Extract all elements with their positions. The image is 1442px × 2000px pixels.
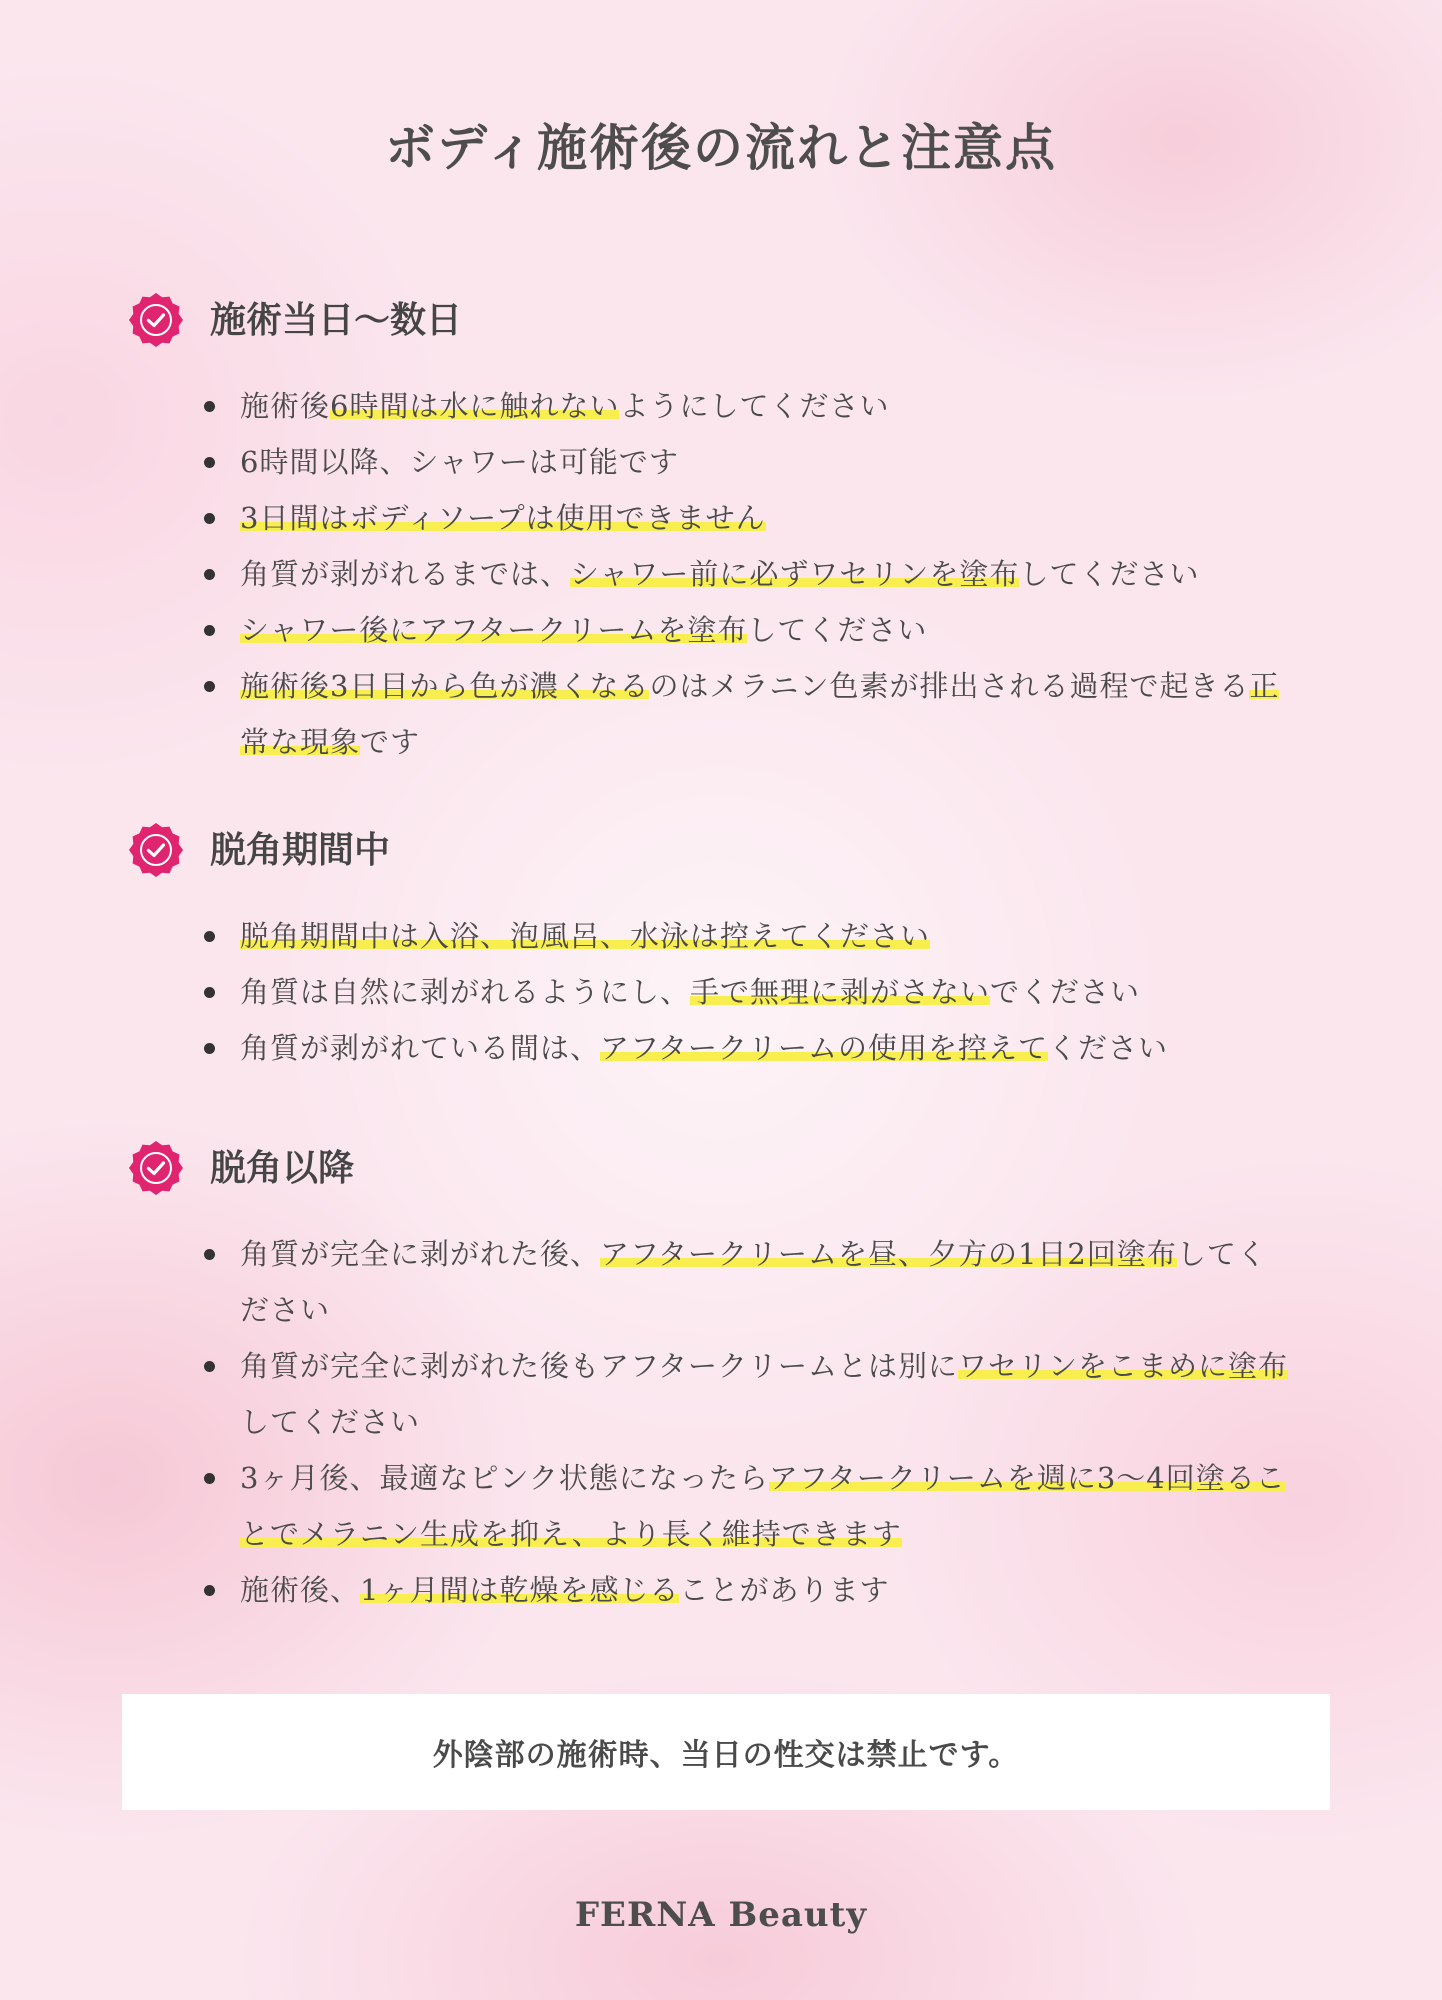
list-item-text: です xyxy=(360,725,421,759)
bullet-icon xyxy=(204,401,215,412)
highlighted-text: 1ヶ月間は乾燥を感じる xyxy=(360,1573,680,1607)
list-item xyxy=(240,602,1290,658)
section-title: 脱角以降 xyxy=(210,1147,355,1189)
highlighted-text: 正常な現象 xyxy=(240,669,1280,759)
list-item-text: でください xyxy=(990,975,1141,1009)
list-item-text: してください xyxy=(240,1237,1267,1327)
list-item xyxy=(240,964,1290,1020)
highlighted-text: 手で無理に剥がさない xyxy=(690,975,991,1009)
bullet-icon xyxy=(204,1043,215,1054)
highlighted-text: シャワー後にアフタークリームを塗布 xyxy=(240,613,748,647)
highlighted-text: アフタークリームを週に3〜4回塗ることでメラニン生成を抑え、より長く維持できます xyxy=(240,1461,1286,1551)
list-item xyxy=(240,1562,1290,1618)
list-item xyxy=(240,908,1290,964)
list-item-text: 3ヶ月後、最適なピンク状態になったら xyxy=(240,1461,769,1495)
list-item xyxy=(240,1338,1290,1450)
list-item-text: 角質が剥がれるまでは、 xyxy=(240,557,571,591)
highlighted-text: ワセリンをこまめに塗布 xyxy=(957,1349,1288,1383)
highlighted-text: 脱角期間中は入浴、泡風呂、水泳は控えてください xyxy=(240,919,931,953)
list-item xyxy=(240,1450,1290,1562)
highlighted-text: アフタークリームを昼、夕方の1日2回塗布 xyxy=(600,1237,1177,1271)
list-item xyxy=(240,1020,1290,1076)
section-day-of xyxy=(0,292,1442,759)
list-item xyxy=(240,490,1290,546)
section-peeling-period xyxy=(0,822,1442,1065)
highlighted-text: シャワー前に必ずワセリンを塗布 xyxy=(570,557,1020,591)
bullet-icon xyxy=(204,625,215,636)
bullet-icon xyxy=(204,513,215,524)
section-list xyxy=(0,378,1442,770)
section-header xyxy=(0,1140,1442,1200)
list-item-text: してください xyxy=(747,613,928,647)
bullet-icon xyxy=(204,931,215,942)
highlighted-text: アフタークリームの使用を控えて xyxy=(600,1031,1048,1065)
section-list xyxy=(0,1226,1442,1618)
section-title: 脱角期間中 xyxy=(210,829,391,871)
bullet-icon xyxy=(204,987,215,998)
list-item-text: 角質は自然に剥がれるようにし、 xyxy=(240,975,691,1009)
list-item-text: 施術後、 xyxy=(240,1573,361,1607)
bullet-icon xyxy=(204,681,215,692)
bullet-icon xyxy=(204,1473,215,1484)
brand-name: FERNA Beauty xyxy=(574,1895,868,1935)
list-item-text: ことがあります xyxy=(679,1573,890,1607)
list-item-text: のはメラニン色素が排出される過程で起きる xyxy=(649,669,1250,703)
section-header xyxy=(0,292,1442,352)
bullet-icon xyxy=(204,1361,215,1372)
bullet-icon xyxy=(204,569,215,580)
list-item-text: 角質が完全に剥がれた後もアフタークリームとは別に xyxy=(240,1349,958,1383)
bullet-icon xyxy=(204,1585,215,1596)
bullet-icon xyxy=(204,1249,215,1260)
list-item xyxy=(240,658,1290,770)
list-item xyxy=(240,546,1290,602)
page-title: ボディ施術後の流れと注意点 xyxy=(385,118,1057,177)
highlighted-text: 施術後3日目から色が濃くなる xyxy=(240,669,650,703)
section-list xyxy=(0,908,1442,1076)
list-item xyxy=(240,1226,1290,1338)
section-after-peeling xyxy=(0,1140,1442,1607)
list-item xyxy=(240,378,1290,434)
bullet-icon xyxy=(204,457,215,468)
notice-box xyxy=(122,1694,1330,1810)
highlighted-text: 6時間は水に触れない xyxy=(330,389,620,423)
list-item-text: ください xyxy=(1048,1031,1169,1065)
list-item-text: 6時間以降、シャワーは可能です xyxy=(240,445,679,479)
list-item xyxy=(240,434,1290,490)
highlighted-text: 3日間はボディソープは使用できません xyxy=(240,501,766,535)
list-item-text: してください xyxy=(240,1405,421,1439)
check-badge-icon xyxy=(128,1140,184,1196)
section-header xyxy=(0,822,1442,882)
list-item-text: 施術後 xyxy=(240,389,331,423)
list-item-text: してください xyxy=(1019,557,1200,591)
check-badge-icon xyxy=(128,822,184,878)
list-item-text: ようにしてください xyxy=(619,389,890,423)
list-item-text: 角質が完全に剥がれた後、 xyxy=(240,1237,601,1271)
list-item-text: 角質が剥がれている間は、 xyxy=(240,1031,601,1065)
notice-text: 外陰部の施術時、当日の性交は禁止です。 xyxy=(432,1738,1020,1773)
check-badge-icon xyxy=(128,292,184,348)
section-title: 施術当日〜数日 xyxy=(210,299,463,341)
